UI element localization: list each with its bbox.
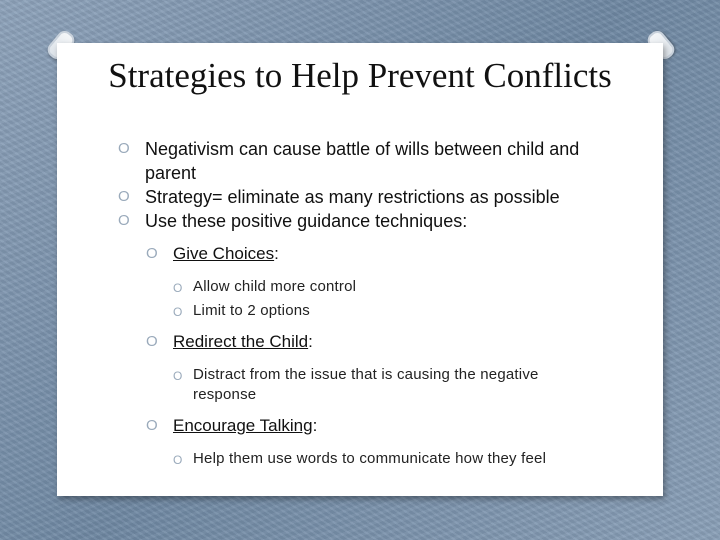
technique-name: Redirect the Child <box>173 332 309 351</box>
technique-name: Encourage Talking <box>173 416 313 435</box>
sub-bullet-item: O Allow child more control <box>173 277 618 297</box>
technique-encourage-talking: O Encourage Talking: <box>146 415 618 437</box>
bullet-item: O Negativism can cause battle of wills between child and parent <box>118 137 618 185</box>
sub-bullet-item: O Distract from the issue that is causing the negative response <box>173 365 583 405</box>
technique-give-choices: O Give Choices: <box>146 243 618 265</box>
technique-name: Give Choices <box>173 244 275 263</box>
sub-bullet-item: O Help them use words to communicate how they feel <box>173 449 618 469</box>
sub-bullet-item: O Limit to 2 options <box>173 301 618 321</box>
bullet-item: O Strategy= eliminate as many restrictions as possible <box>118 185 618 209</box>
bullet-list <box>118 137 618 469</box>
bullet-item: O Use these positive guidance techniques: <box>118 209 618 233</box>
technique-redirect-child: O Redirect the Child: <box>146 331 618 353</box>
slide-title: Strategies to Help Prevent Conflicts <box>108 56 612 95</box>
